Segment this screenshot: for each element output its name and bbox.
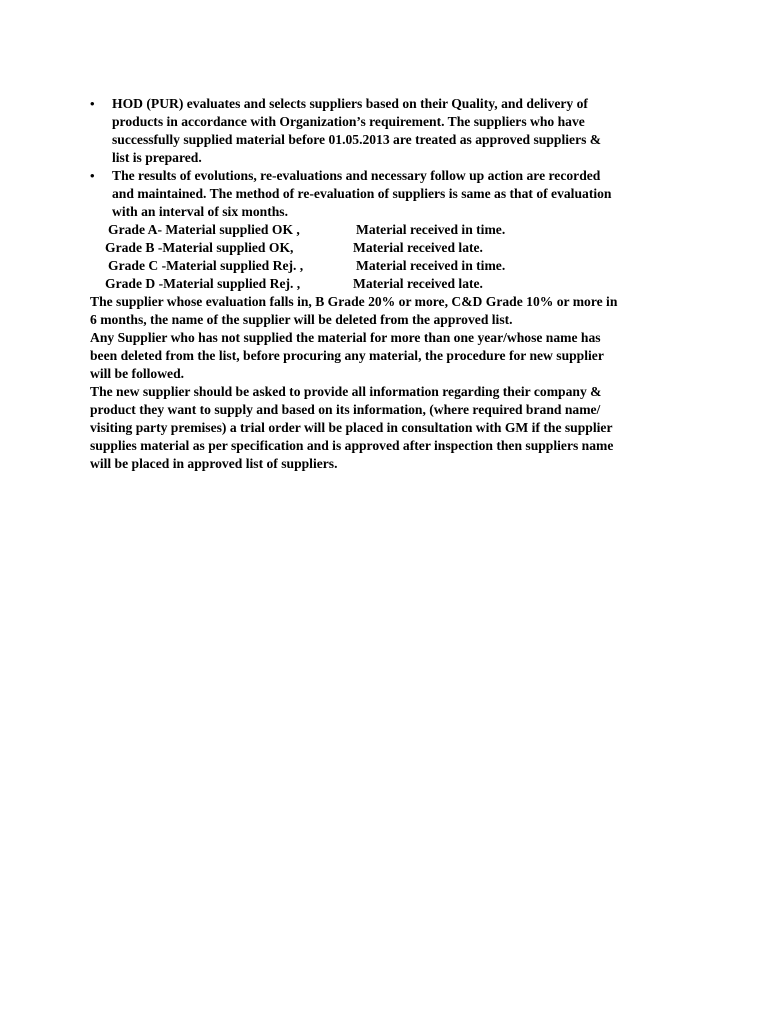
paragraph-3-line-5: will be placed in approved list of suppliers. [90, 456, 338, 471]
grade-a-status: Material received in time. [356, 222, 506, 237]
bullet-2-line-2: and maintained. The method of re-evaluation of suppliers is same as that of evaluation [112, 186, 612, 201]
paragraph-3-line-4: supplies material as per specification and is approved after inspection then suppliers name [90, 438, 614, 453]
grade-c-status: Material received in time. [356, 258, 506, 273]
grade-b-label: Grade B -Material supplied OK, [105, 240, 294, 255]
grade-a-label: Grade A- Material supplied OK , [108, 222, 300, 237]
bullet-2-line-1: The results of evolutions, re-evaluations and necessary follow up action are recorded [112, 168, 601, 183]
paragraph-2-line-2: been deleted from the list, before procuring any material, the procedure for new supplier [90, 348, 604, 363]
bullet-marker: • [90, 96, 95, 111]
bullet-2-line-3: with an interval of six months. [112, 204, 288, 219]
bullet-1-line-4: list is prepared. [112, 150, 202, 165]
bullet-1-line-2: products in accordance with Organization’s requirement. The suppliers who have [112, 114, 585, 129]
paragraph-1-line-2: 6 months, the name of the supplier will be deleted from the approved list. [90, 312, 513, 327]
paragraph-3-line-2: product they want to supply and based on its information, (where required brand name/ [90, 402, 601, 417]
grade-d-label: Grade D -Material supplied Rej. , [105, 276, 301, 291]
grade-c-label: Grade C -Material supplied Rej. , [108, 258, 304, 273]
paragraph-3-line-1: The new supplier should be asked to provide all information regarding their company & [90, 384, 602, 399]
grade-d-status: Material received late. [353, 276, 483, 291]
bullet-marker: • [90, 168, 95, 183]
paragraph-2-line-1: Any Supplier who has not supplied the material for more than one year/whose name has [90, 330, 601, 345]
grade-b-status: Material received late. [353, 240, 483, 255]
paragraph-1-line-1: The supplier whose evaluation falls in, B Grade 20% or more, C&D Grade 10% or more in [90, 294, 618, 309]
bullet-1-line-1: HOD (PUR) evaluates and selects suppliers based on their Quality, and delivery of [112, 96, 588, 111]
bullet-1-line-3: successfully supplied material before 01.05.2013 are treated as approved suppliers & [112, 132, 602, 147]
paragraph-2-line-3: will be followed. [90, 366, 185, 381]
paragraph-3-line-3: visiting party premises) a trial order will be placed in consultation with GM if the supplier [90, 420, 613, 435]
